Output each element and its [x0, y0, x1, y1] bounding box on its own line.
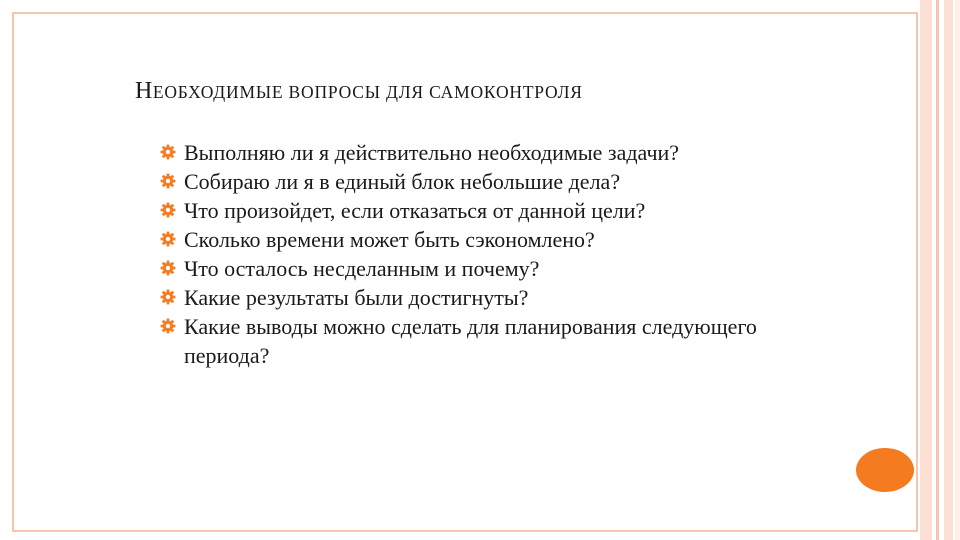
list-item-text: Что осталось несделанным и почему?	[184, 256, 540, 281]
list-item-text: Что произойдет, если отказаться от данной цели?	[184, 198, 646, 223]
list-item-text: Какие результаты были достигнуты?	[184, 285, 529, 310]
title-first-letter: Н	[135, 78, 153, 104]
title-rest: ЕОБХОДИМЫЕ ВОПРОСЫ ДЛЯ САМОКОНТРОЛЯ	[152, 82, 583, 102]
decorative-stripe	[955, 0, 960, 540]
decorative-stripe	[936, 0, 939, 540]
question-list	[160, 138, 760, 370]
gear-bullet-icon	[160, 260, 176, 276]
gear-bullet-icon	[160, 144, 176, 160]
decorative-stripe	[944, 0, 953, 540]
list-item	[160, 283, 760, 312]
list-item	[160, 254, 760, 283]
list-item	[160, 312, 760, 370]
list-item	[160, 167, 760, 196]
list-item	[160, 138, 760, 167]
gear-bullet-icon	[160, 289, 176, 305]
list-item-text: Выполняю ли я действительно необходимые задачи?	[184, 140, 680, 165]
gear-bullet-icon	[160, 231, 176, 247]
list-item-text: Собираю ли я в единый блок небольшие дела?	[184, 169, 621, 194]
decorative-stripe	[920, 0, 932, 540]
gear-bullet-icon	[160, 202, 176, 218]
list-item	[160, 196, 760, 225]
list-item-text: Какие выводы можно сделать для планирования следующего периода?	[184, 314, 757, 368]
list-item	[160, 225, 760, 254]
slide-title	[135, 78, 583, 105]
accent-circle	[856, 448, 914, 492]
gear-bullet-icon	[160, 318, 176, 334]
list-item-text: Сколько времени может быть сэкономлено?	[184, 227, 595, 252]
gear-bullet-icon	[160, 173, 176, 189]
